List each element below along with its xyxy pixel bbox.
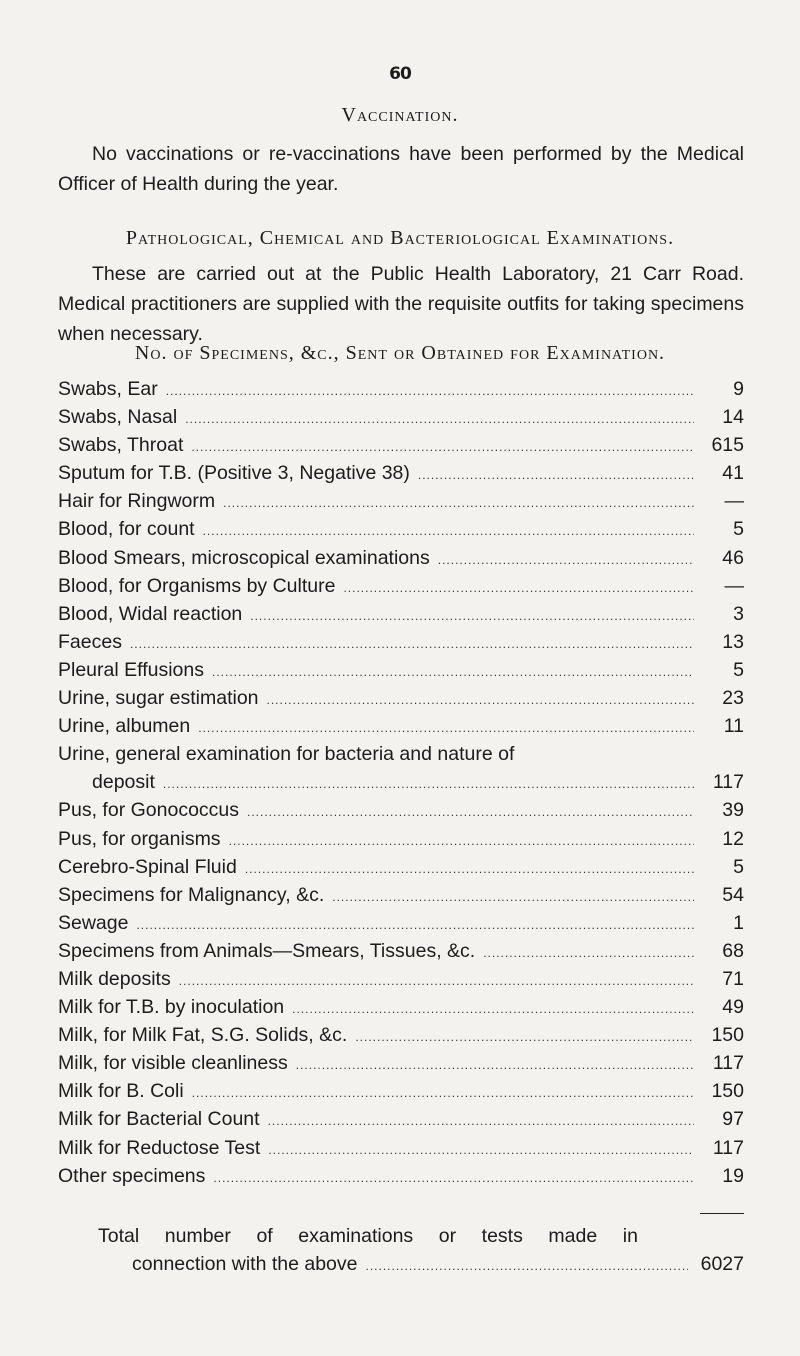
- dot-leader: [247, 798, 694, 826]
- specimen-label: Other specimens: [58, 1164, 206, 1187]
- specimen-count: 19: [722, 1164, 744, 1187]
- specimen-label-continued: deposit: [92, 771, 155, 794]
- specimen-count: —: [724, 574, 744, 597]
- specimen-row: [58, 909, 744, 937]
- total-line-1-word: examinations: [298, 1225, 414, 1247]
- total-line-1-word: Total: [98, 1225, 140, 1247]
- examinations-text: These are carried out at the Public Health Laboratory, 21 Carr Road. Medical practitioners are supplied with the requisite outfits for taking specimens when necessary.: [58, 263, 744, 345]
- specimen-label: Blood, Widal reaction: [58, 602, 243, 625]
- specimen-row: [58, 1021, 744, 1049]
- specimen-row: [58, 403, 744, 431]
- specimen-row: [58, 853, 744, 881]
- specimen-count: 5: [733, 518, 744, 541]
- specimen-count: 68: [722, 939, 744, 962]
- specimen-row: [58, 375, 744, 403]
- specimen-count: 49: [722, 996, 744, 1019]
- specimen-row: [58, 628, 744, 656]
- dot-leader: [223, 489, 694, 517]
- specimen-label: Urine, general examination for bacteria and nature of: [58, 743, 515, 766]
- specimen-row: [58, 656, 744, 684]
- specimen-label: Blood, for count: [58, 518, 195, 541]
- specimen-count: 97: [722, 1108, 744, 1131]
- dot-leader: [203, 517, 694, 545]
- specimen-row: [58, 937, 744, 965]
- specimen-row: [58, 965, 744, 993]
- specimen-label: Blood, for Organisms by Culture: [58, 574, 336, 597]
- total-line-1-word: in: [622, 1225, 638, 1247]
- specimen-row: [58, 1134, 744, 1162]
- specimen-label: Milk for Reductose Test: [58, 1136, 261, 1159]
- dot-leader: [418, 461, 694, 489]
- dot-leader: [332, 883, 694, 911]
- specimen-label: Pus, for Gonococcus: [58, 799, 240, 822]
- specimen-count: 150: [711, 1080, 744, 1103]
- dot-leader: [130, 630, 694, 658]
- dot-leader: [198, 714, 694, 742]
- total-line-1-word: of: [256, 1225, 273, 1247]
- specimen-row: [58, 572, 744, 600]
- specimen-count: 9: [733, 378, 744, 400]
- specimen-count: 41: [722, 462, 744, 485]
- specimen-count: 46: [722, 546, 744, 569]
- specimen-label: Pus, for organisms: [58, 827, 221, 850]
- specimen-row: [58, 881, 744, 909]
- total-line-2-text: connection with the above: [132, 1253, 358, 1275]
- specimen-count: 150: [711, 1024, 744, 1047]
- specimen-label: Cerebro-Spinal Fluid: [58, 855, 237, 878]
- dot-leader: [229, 827, 694, 855]
- specimen-label: Sputum for T.B. (Positive 3, Negative 38): [58, 462, 410, 485]
- dot-leader: [355, 1023, 694, 1051]
- specimen-row: [58, 825, 744, 853]
- total-line-2: [98, 1250, 744, 1278]
- specimen-count: 615: [711, 434, 744, 457]
- specimen-count: 71: [722, 967, 744, 990]
- total-value: 6027: [700, 1253, 744, 1275]
- specimen-list: [58, 375, 744, 1190]
- total-rule: [700, 1213, 744, 1214]
- total-line-1-word: or: [438, 1225, 457, 1247]
- specimen-label: Milk, for Milk Fat, S.G. Solids, &c.: [58, 1024, 348, 1047]
- dot-leader: [163, 770, 694, 798]
- specimen-count: 39: [722, 799, 744, 822]
- specimen-row: [58, 993, 744, 1021]
- specimen-label: Milk for Bacterial Count: [58, 1108, 260, 1131]
- vaccination-text: No vaccinations or re-vaccinations have been performed by the Medical Officer of Health during the year.: [58, 143, 744, 195]
- vaccination-paragraph: [58, 139, 744, 199]
- specimen-row: [58, 1162, 744, 1190]
- total-line-1-word: made: [548, 1225, 598, 1247]
- dot-leader: [212, 658, 694, 686]
- specimen-label: Milk, for visible cleanliness: [58, 1052, 288, 1075]
- specimen-label: Swabs, Throat: [58, 434, 184, 457]
- specimen-count: 5: [733, 658, 744, 681]
- vaccination-heading: Vaccination.: [341, 104, 459, 126]
- specimen-row: [58, 515, 744, 543]
- dot-leader: [245, 855, 694, 883]
- specimen-count: 5: [733, 855, 744, 878]
- specimen-row: [58, 740, 744, 796]
- specimen-row: [58, 684, 744, 712]
- specimen-label: Swabs, Nasal: [58, 406, 178, 429]
- page-number: 60: [389, 64, 411, 84]
- total-line-1: [98, 1222, 638, 1250]
- specimen-row: [58, 1105, 744, 1133]
- specimen-label: Faeces: [58, 630, 122, 653]
- dot-leader: [292, 995, 694, 1023]
- specimen-row: [58, 459, 744, 487]
- specimen-label: Urine, albumen: [58, 715, 191, 738]
- dot-leader: [191, 433, 694, 461]
- dot-leader: [343, 574, 694, 602]
- dot-leader: [166, 377, 694, 405]
- dot-leader: [366, 1252, 689, 1280]
- dot-leader: [268, 1136, 694, 1164]
- total-line-1-word: number: [164, 1225, 231, 1247]
- specimen-count: 54: [722, 883, 744, 906]
- specimen-count: 117: [712, 1052, 744, 1075]
- specimen-label: Hair for Ringworm: [58, 490, 216, 513]
- specimen-count: 23: [722, 687, 744, 710]
- specimen-count: 117: [712, 771, 744, 794]
- specimen-label: Specimens from Animals—Smears, Tissues, &c.: [58, 939, 476, 962]
- specimen-count: 11: [723, 715, 744, 738]
- dot-leader: [483, 939, 694, 967]
- dot-leader: [136, 911, 694, 939]
- dot-leader: [213, 1164, 694, 1192]
- specimen-label-continued-line: [58, 768, 744, 796]
- examinations-heading: Pathological, Chemical and Bacteriological Examinations.: [125, 227, 675, 249]
- specimen-row: [58, 712, 744, 740]
- dot-leader: [296, 1051, 694, 1079]
- specimen-count: 1: [733, 911, 744, 934]
- specimen-label: Blood Smears, microscopical examinations: [58, 546, 430, 569]
- specimen-row: [58, 431, 744, 459]
- specimen-label: Pleural Effusions: [58, 658, 204, 681]
- dot-leader: [267, 686, 694, 714]
- dot-leader: [179, 967, 694, 995]
- specimen-count: 12: [722, 827, 744, 850]
- specimen-count: 14: [722, 406, 744, 429]
- specimen-count: 117: [712, 1136, 744, 1159]
- total-line-1-word: tests: [481, 1225, 523, 1247]
- dot-leader: [185, 405, 694, 433]
- specimen-count: 13: [722, 630, 744, 653]
- specimen-label: Specimens for Malignancy, &c.: [58, 883, 325, 906]
- examinations-paragraph: [58, 259, 744, 349]
- specimen-row: [58, 796, 744, 824]
- specimen-row: [58, 1077, 744, 1105]
- specimen-label: Milk for B. Coli: [58, 1080, 184, 1103]
- total-block: [98, 1222, 744, 1278]
- specimen-label: Swabs, Ear: [58, 378, 158, 400]
- specimen-row: [58, 544, 744, 572]
- specimen-label: Milk for T.B. by inoculation: [58, 996, 285, 1019]
- specimen-label: Urine, sugar estimation: [58, 687, 259, 710]
- specimen-row: [58, 487, 744, 515]
- specimen-count: 3: [733, 602, 744, 625]
- specimen-label: Sewage: [58, 911, 129, 934]
- specimen-label: Milk deposits: [58, 967, 171, 990]
- dot-leader: [268, 1107, 694, 1135]
- dot-leader: [192, 1079, 694, 1107]
- dot-leader: [250, 602, 694, 630]
- specimen-count: —: [724, 490, 744, 513]
- specimen-row: [58, 1049, 744, 1077]
- specimen-row: [58, 600, 744, 628]
- specimens-heading: No. of Specimens, &c., Sent or Obtained for Examination.: [134, 342, 666, 364]
- dot-leader: [438, 546, 694, 574]
